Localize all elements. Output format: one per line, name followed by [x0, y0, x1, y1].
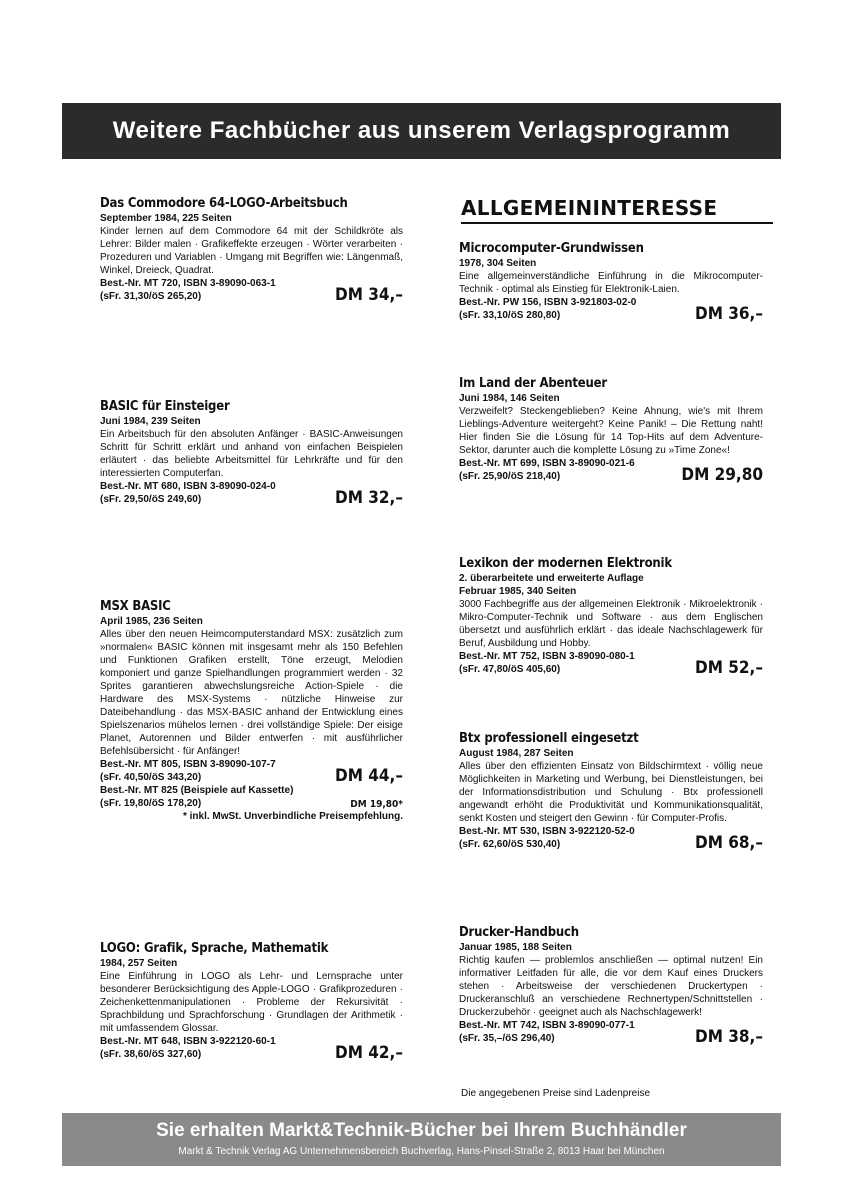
price: DM 44,–: [335, 766, 403, 786]
book-description: Richtig kaufen — problemlos anschließen — optimal nutzen! Ein informativer Leitfaden für alle, die vor dem Kauf eines Druckers stehen · Arbeitsweise der verschiedenen Druckertypen · Druckeranschluß an verschiedene Rechnertypen/Schnittstellen · Druckerzubehör · geeignet auch als Nachschlagewerk!: [459, 955, 763, 1018]
book-title: Drucker-Handbuch: [459, 925, 579, 940]
book-title: Lexikon der modernen Elektronik: [459, 556, 672, 571]
page-banner: Weitere Fachbücher aus unserem Verlagsprogramm: [62, 103, 781, 159]
book-meta: April 1985, 236 Seiten: [100, 616, 203, 627]
book-title: Btx professionell eingesetzt: [459, 731, 639, 746]
price: DM 68,–: [695, 833, 763, 853]
book-description: Eine Einführung in LOGO als Lehr- und Lernsprache unter besonderer Berücksichtigung des Apple-LOGO · Grafikprozeduren · Zeichenkettenmanipulationen · Probleme der Rekursivität · Sprachbildung und Sprachforschung · Grundlagen der Arithmetik · mit umfassendem Glossar.: [100, 971, 403, 1034]
price: DM 36,–: [695, 304, 763, 324]
foreign-prices: (sFr. 62,60/öS 530,40): [459, 839, 561, 850]
order-number: Best.-Nr. MT 648, ISBN 3-922120-60-1: [100, 1036, 276, 1047]
order-number: Best.-Nr. MT 805, ISBN 3-89090-107-7: [100, 759, 276, 770]
book-description: Verzweifelt? Steckengeblieben? Keine Ahnung, wie's mit Ihrem Lieblings-Adventure weitergeht? Keine Panik! – Die Rettung naht! Hier finden Sie die Lösung für 14 Top-Hits auf dem Adventure-Sektor, darunter auch die komplette Lösung zu »Time Zone«!: [459, 406, 763, 456]
book-meta: Juni 1984, 146 Seiten: [459, 393, 560, 404]
book-description: 3000 Fachbegriffe aus der allgemeinen Elektronik · Mikroelektronik · Mikro-Computer-Technik und Software · aus dem Englischen übersetzt und ausführlich erklärt · das ideale Nachschlagewerk für Beruf, Ausbildung und Hobby.: [459, 599, 763, 649]
foreign-prices: (sFr. 35,–/öS 296,40): [459, 1033, 555, 1044]
price: DM 42,–: [335, 1043, 403, 1063]
book-meta: Januar 1985, 188 Seiten: [459, 942, 572, 953]
order-number: Best.-Nr. MT 720, ISBN 3-89090-063-1: [100, 278, 276, 289]
book-title: Microcomputer-Grundwissen: [459, 241, 644, 256]
foreign-prices: (sFr. 25,90/öS 218,40): [459, 471, 561, 482]
foreign-prices: (sFr. 29,50/öS 249,60): [100, 494, 202, 505]
book-meta: 1978, 304 Seiten: [459, 258, 537, 269]
book-entry: [459, 925, 763, 1045]
book-description: Kinder lernen auf dem Commodore 64 mit der Schildkröte als Lehrer: Bilder malen · Grafikeffekte erzeugen · Wörter verarbeiten · Prozeduren und Variablen · Umgang mit Begriffen wie: Längenmaß, Winkel, Dreieck, Quadrat.: [100, 226, 403, 276]
foreign-prices: (sFr. 31,30/öS 265,20): [100, 291, 202, 302]
book-title: Im Land der Abenteuer: [459, 376, 607, 391]
book-description: Ein Arbeitsbuch für den absoluten Anfänger · BASIC-Anweisungen Schritt für Schritt erklärt und anhand von einfachen Beispielen erläutert · das beliebte Arbeitsmittel für Lehrkräfte und für den interessierten Computerfan.: [100, 429, 403, 479]
book-entry: [459, 731, 763, 851]
price: DM 34,–: [335, 285, 403, 305]
book-description: Eine allgemeinverständliche Einführung in die Mikrocomputer-Technik · optimal als Einstieg für Elektronik-Laien.: [459, 271, 763, 295]
book-entry: [459, 376, 763, 483]
book-meta: September 1984, 225 Seiten: [100, 213, 232, 224]
cassette-order-number: Best.-Nr. MT 825 (Beispiele auf Kassette): [100, 785, 294, 796]
footer-address: Markt & Technik Verlag AG Unternehmensbereich Buchverlag, Hans-Pinsel-Straße 2, 8013 Haar bei München: [178, 1146, 665, 1157]
cassette-foreign-prices: (sFr. 19,80/öS 178,20): [100, 798, 202, 809]
cassette-price: DM 19,80*: [350, 799, 403, 810]
price: DM 29,80: [681, 465, 763, 485]
order-number: Best.-Nr. MT 742, ISBN 3-89090-077-1: [459, 1020, 635, 1031]
order-number: Best.-Nr. PW 156, ISBN 3-921803-02-0: [459, 297, 637, 308]
footer-headline: Sie erhalten Markt&Technik-Bücher bei Ihrem Buchhändler: [156, 1120, 687, 1141]
foreign-prices: (sFr. 33,10/öS 280,80): [459, 310, 561, 321]
order-number: Best.-Nr. MT 752, ISBN 3-89090-080-1: [459, 651, 635, 662]
book-description: Alles über den effizienten Einsatz von Bildschirmtext · völlig neue Möglichkeiten in Marketing und Werbung, bei Dienstleistungen, bei der Informationsdistribution und Schulung · Btx professionell angewandt erhöht die Produktivität und Kommunikationsqualität, senkt Kosten und steigert den Gewinn · für Computer-Profis.: [459, 761, 763, 824]
book-description: Alles über den neuen Heimcomputerstandard MSX: zusätzlich zum »normalen« BASIC können mit insgesamt mehr als 150 Befehlen und Funktionen Grafiken erstellt, Töne erzeugt, Melodien komponiert und ganze Spielhandlungen programmiert werden · 32 Sprites garantieren abwechslungsreiche Action-Spiele · die Hardware des MSX-Systems · nützliche Hinweise zur Dateibehandlung · das MSX-BASIC anhand der Entwicklung eines Spielszenarios mühelos lernen · drei vollständige Spiele: Der eisige Planet, Autorennen und Bilder entwerfen · mit ausführlicher Befehlsübersicht · für Anfänger!: [100, 629, 403, 757]
book-entry: [100, 196, 403, 303]
footer-banner: [62, 1113, 781, 1166]
price-footnote: Die angegebenen Preise sind Ladenpreise: [461, 1088, 651, 1099]
book-meta: Juni 1984, 239 Seiten: [100, 416, 201, 427]
foreign-prices: (sFr. 47,80/öS 405,60): [459, 664, 561, 675]
book-title: MSX BASIC: [100, 599, 171, 614]
foreign-prices: (sFr. 40,50/öS 343,20): [100, 772, 202, 783]
book-title: Das Commodore 64-LOGO-Arbeitsbuch: [100, 196, 348, 211]
order-number: Best.-Nr. MT 680, ISBN 3-89090-024-0: [100, 481, 276, 492]
price: DM 32,–: [335, 488, 403, 508]
section-heading: ALLGEMEININTERESSE: [461, 196, 773, 224]
book-entry: [100, 599, 403, 823]
book-meta: 2. überarbeitete und erweiterte Auflage: [459, 573, 644, 584]
book-meta: Februar 1985, 340 Seiten: [459, 586, 577, 597]
foreign-prices: (sFr. 38,60/öS 327,60): [100, 1049, 202, 1060]
book-meta: 1984, 257 Seiten: [100, 958, 178, 969]
book-title: LOGO: Grafik, Sprache, Mathematik: [100, 941, 329, 956]
order-number: Best.-Nr. MT 530, ISBN 3-922120-52-0: [459, 826, 635, 837]
book-entry: [100, 399, 403, 506]
price: DM 38,–: [695, 1027, 763, 1047]
price: DM 52,–: [695, 658, 763, 678]
book-entry: [459, 556, 763, 676]
book-entry: [459, 241, 763, 322]
book-title: BASIC für Einsteiger: [100, 399, 230, 414]
book-entry: [100, 941, 403, 1061]
book-meta: August 1984, 287 Seiten: [459, 748, 574, 759]
price-note: * inkl. MwSt. Unverbindliche Preisempfehlung.: [182, 811, 403, 822]
order-number: Best.-Nr. MT 699, ISBN 3-89090-021-6: [459, 458, 635, 469]
